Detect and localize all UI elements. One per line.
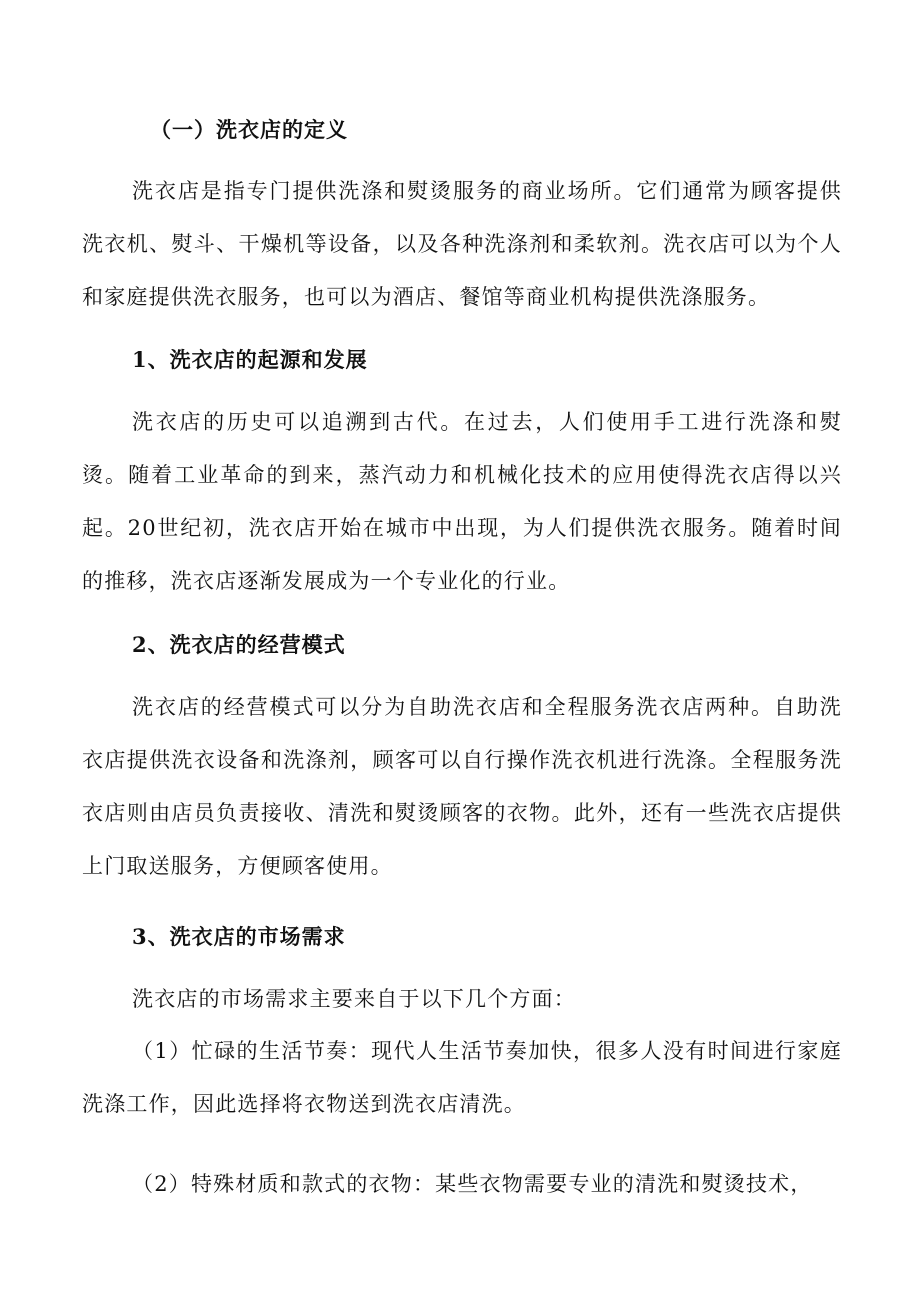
definition-paragraph: 洗衣店是指专门提供洗涤和熨烫服务的商业场所。它们通常为顾客提供洗衣机、熨斗、干燥机等设备，以及各种洗涤剂和柔软剂。洗衣店可以为个人和家庭提供洗衣服务，也可以为酒店、餐馆等商业机构提供洗涤服务。 <box>82 179 842 309</box>
subsection-title-market-demand: 3、洗衣店的市场需求 <box>132 924 346 949</box>
market-demand-item-2: （2）特殊材质和款式的衣物：某些衣物需要专业的清洗和熨烫技术， <box>132 1172 813 1196</box>
business-model-paragraph: 洗衣店的经营模式可以分为自助洗衣店和全程服务洗衣店两种。自助洗衣店提供洗衣设备和洗涤剂，顾客可以自行操作洗衣机进行洗涤。全程服务洗衣店则由店员负责接收、清洗和熨烫顾客的衣物。此外，还有一些洗衣店提供上门取送服务，方便顾客使用。 <box>82 695 842 878</box>
section-title: （一）洗衣店的定义 <box>150 117 348 142</box>
origin-paragraph: 洗衣店的历史可以追溯到古代。在过去，人们使用手工进行洗涤和熨烫。随着工业革命的到来，蒸汽动力和机械化技术的应用使得洗衣店得以兴起。20世纪初，洗衣店开始在城市中出现，为人们提供洗衣服务。随着时间的推移，洗衣店逐渐发展成为一个专业化的行业。 <box>82 410 842 593</box>
market-demand-intro: 洗衣店的市场需求主要来自于以下几个方面： <box>132 987 576 1011</box>
market-demand-item-1: （1）忙碌的生活节奏：现代人生活节奏加快，很多人没有时间进行家庭洗涤工作，因此选择将衣物送到洗衣店清洗。 <box>82 1039 842 1116</box>
subsection-title-origin: 1、洗衣店的起源和发展 <box>132 347 368 372</box>
subsection-title-business-model: 2、洗衣店的经营模式 <box>132 632 346 657</box>
